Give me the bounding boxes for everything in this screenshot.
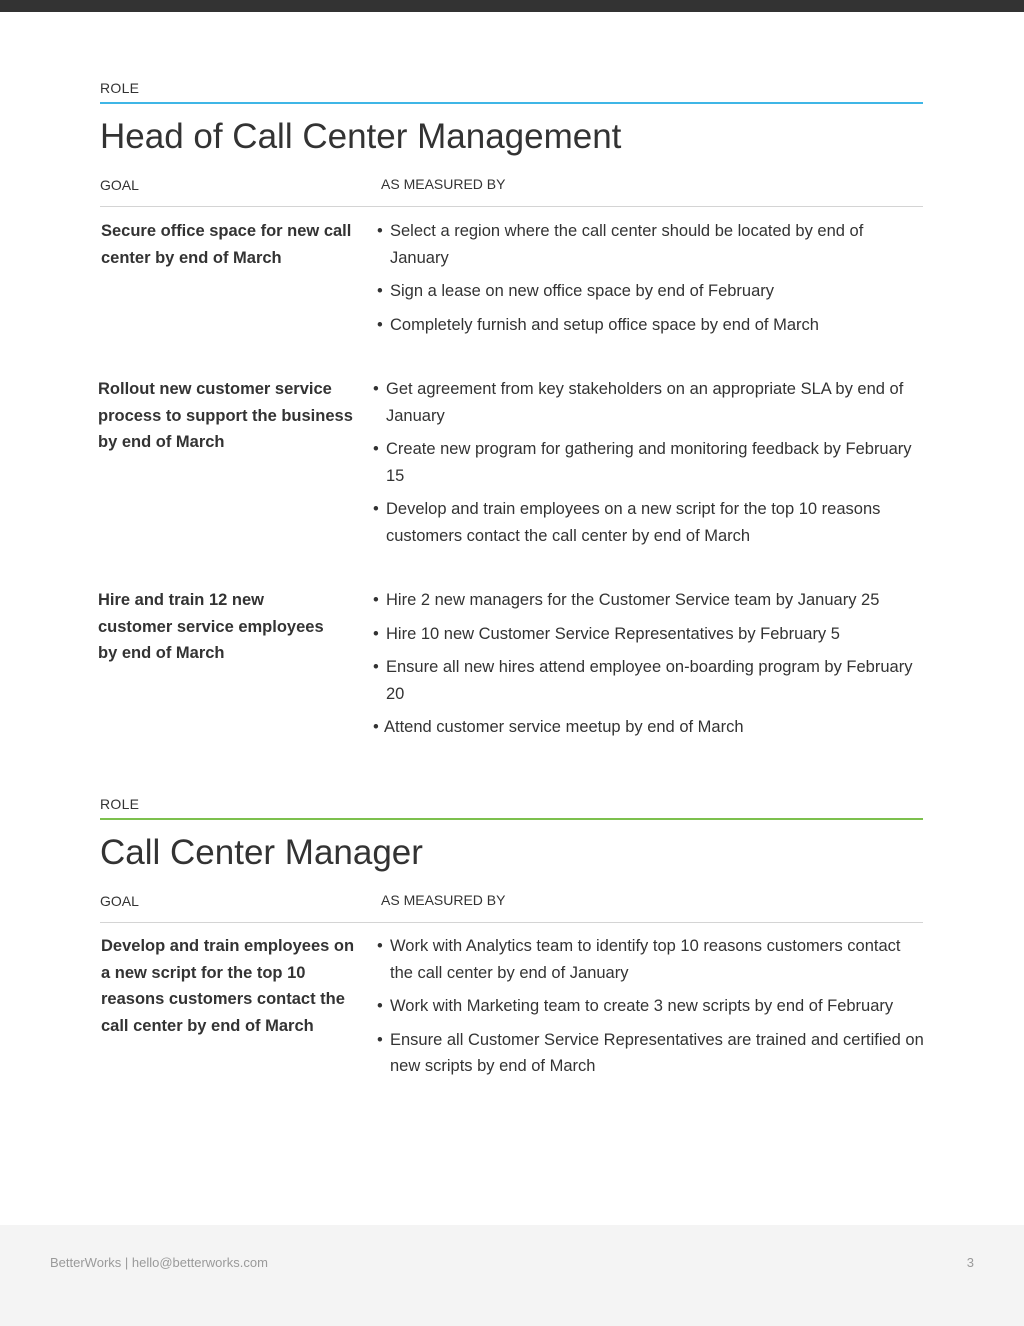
- measure-item: • Attend customer service meetup by end of March: [373, 718, 744, 736]
- column-headers: [100, 892, 923, 923]
- measure-item: • Work with Analytics team to identify top 10 reasons customers contact the call center by end of January: [377, 937, 901, 982]
- goal-text: Secure office space for new call center by end of March: [101, 222, 352, 267]
- measure-item: • Hire 2 new managers for the Customer Service team by January 25: [373, 591, 880, 609]
- measures-list: [377, 933, 925, 1087]
- role-title: Call Center Manager: [100, 833, 423, 872]
- measure-item: • Create new program for gathering and monitoring feedback by February 15: [373, 440, 912, 485]
- measure-item: • Sign a lease on new office space by end of February: [377, 282, 775, 300]
- role-divider: [100, 102, 923, 104]
- page-number: 3: [966, 1255, 974, 1270]
- measure-item: • Hire 10 new Customer Service Representatives by February 5: [373, 624, 840, 643]
- measures-list: [373, 376, 925, 556]
- column-headers: [100, 176, 923, 207]
- measured-by-header: AS MEASURED BY: [381, 892, 506, 908]
- measure-item: • Completely furnish and setup office space by end of March: [377, 315, 819, 334]
- goal-header: GOAL: [100, 893, 139, 909]
- goal-header: GOAL: [100, 177, 139, 193]
- measures-list: [373, 587, 925, 748]
- goal-text: Rollout new customer service process to support the business by end of March: [98, 380, 353, 451]
- goal-text: Develop and train employees on a new script for the top 10 reasons customers contact the call center by end of March: [101, 937, 355, 1035]
- measure-item: • Get agreement from key stakeholders on an appropriate SLA by end of January: [373, 380, 904, 425]
- top-bar: [0, 0, 1024, 12]
- role-label: ROLE: [100, 796, 140, 812]
- role-section-call-center-manager: [100, 796, 923, 1096]
- role-title: Head of Call Center Management: [100, 117, 622, 156]
- measure-item: • Ensure all new hires attend employee on-boarding program by February 20: [373, 658, 913, 703]
- measure-item: • Work with Marketing team to create 3 new scripts by end of February: [377, 997, 894, 1015]
- page-footer: [0, 1225, 1024, 1326]
- measure-item: • Select a region where the call center should be located by end of January: [377, 222, 864, 267]
- measured-by-header: AS MEASURED BY: [381, 176, 506, 192]
- footer-contact: BetterWorks | hello@betterworks.com: [50, 1255, 268, 1270]
- measure-item: • Develop and train employees on a new script for the top 10 reasons customers contact the call center by end of March: [373, 500, 881, 545]
- role-label: ROLE: [100, 80, 140, 96]
- goal-text: Hire and train 12 new customer service employees by end of March: [98, 591, 324, 662]
- measure-item: • Ensure all Customer Service Representatives are trained and certified on new scripts by end of March: [377, 1030, 924, 1075]
- measures-list: [377, 218, 925, 345]
- role-divider: [100, 818, 923, 820]
- role-section-head-of-call-center: [100, 80, 923, 760]
